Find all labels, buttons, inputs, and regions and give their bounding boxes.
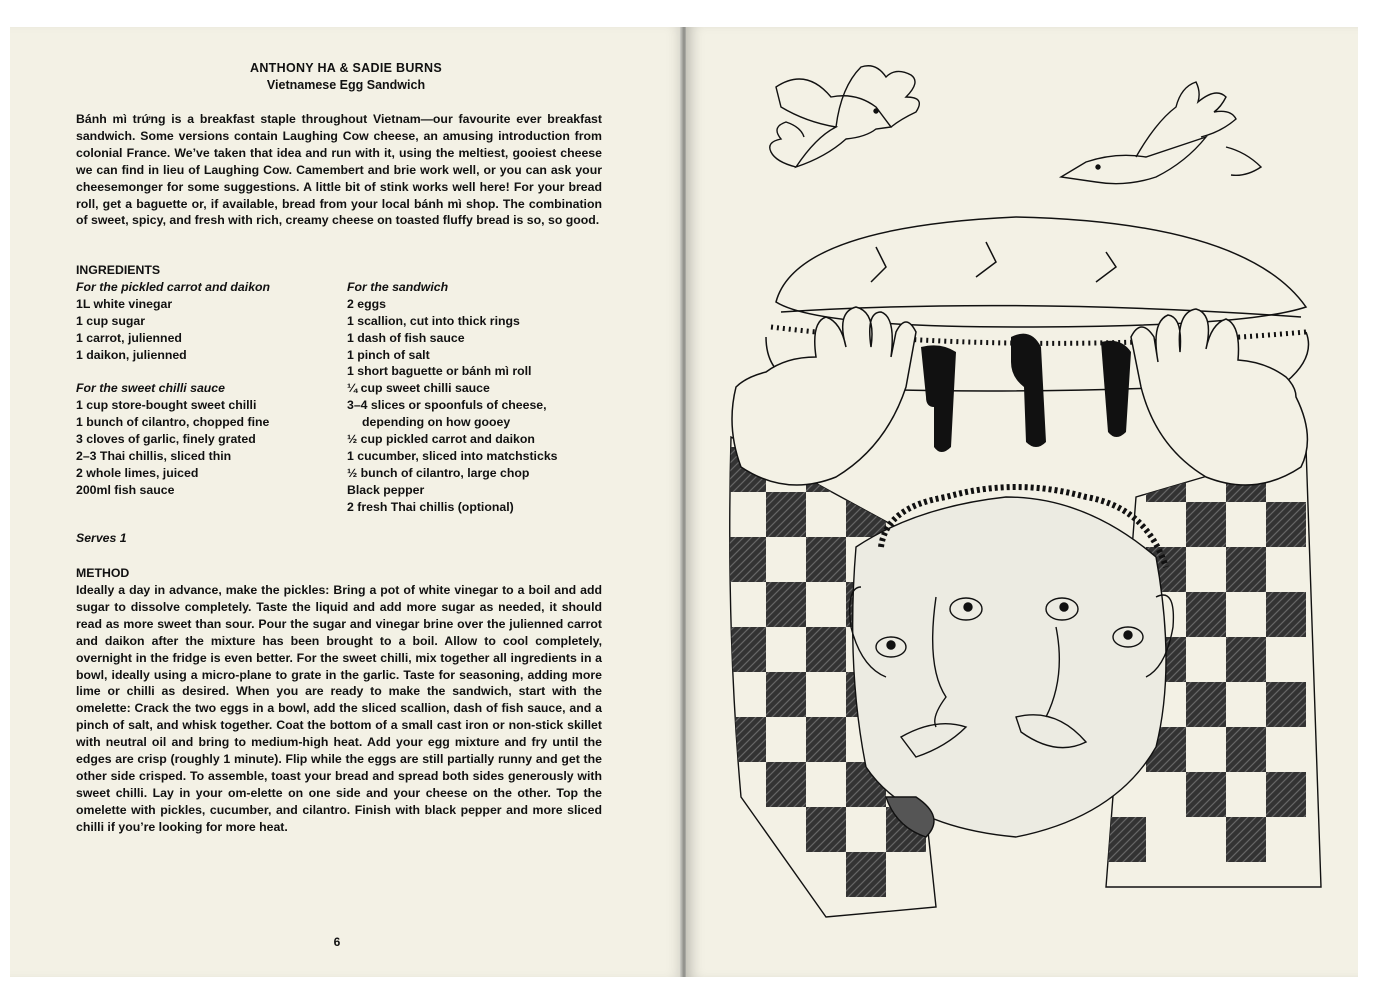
list-item: Black pepper bbox=[347, 482, 425, 497]
right-page bbox=[686, 27, 1358, 977]
list-item: ½ cup pickled carrot and daikon bbox=[347, 432, 535, 447]
method-paragraph: Ideally a day in advance, make the pickles: Bring a pot of white vinegar to a boil and add sugar to dissolve completely. Taste the liquid and add more sugar as needed, it should read as more sweet than sour. Pour the sugar and vinegar brine over the julienned carrot and daikon after the mixture has been brought to a boil. Allow to cool completely, overnight in the fridge is even better. For the sweet chilli, mix together all ingredients in a bowl, ideally using a micro-plane to grate in the garlic. Taste for seasoning, adding more lime or chilli as desired. When you are ready to make the sandwich, start with the omelette: Crack the two eggs in a bowl, add the sliced scallion, dash of fish sauce, and a pinch of salt, and whisk together. Coat the bottom of a small cast iron or non-stick skillet with neutral oil and bring to medium-high heat. Add your egg mixture and fry until the edges are crisp (roughly 1 minute). Flip while the eggs are still partially runny and get the other side crisped. To assemble, toast your bread and spread both sides generously with sweet chilli. Lay in your om-elette on one side and your cheese on the other. Top the omelette with pickles, cucumber, and cilantro. Finish with black pepper and more sliced chilli if you’re looking for more heat. bbox=[76, 583, 602, 834]
author-heading: ANTHONY HA & SADIE BURNS bbox=[250, 61, 442, 75]
list-item: 200ml fish sauce bbox=[76, 482, 175, 497]
serves-note: Serves 1 bbox=[76, 531, 127, 545]
sandwich-heading: For the sandwich bbox=[347, 280, 449, 294]
recipe-title: Vietnamese Egg Sandwich bbox=[266, 78, 426, 92]
intro-paragraph: Bánh mì trứng is a breakfast staple throughout Vietnam—our favourite ever breakfast sandwich. Some versions contain Laughing Cow cheese, an amusing introduction from colonial France. We’ve taken that idea and run with it, using the meltiest, gooiest cheese we can find in lieu of Laughing Cow. Camembert and brie work well, or you can ask your cheesemonger for some suggestions. A little bit of stink works well here! For your bread roll, get a baguette or, if available, bread from your local bánh mì shop. The combination of sweet, spicy, and fresh with rich, creamy cheese on toasted fluffy bread is so, so good. bbox=[76, 112, 602, 228]
chilli-heading: For the sweet chilli sauce bbox=[76, 381, 225, 396]
left-page bbox=[10, 27, 682, 977]
list-item: 1 scallion, cut into thick rings bbox=[347, 313, 520, 328]
cheese-drips-icon bbox=[921, 334, 1131, 452]
list-item: 1 dash of fish sauce bbox=[347, 330, 465, 345]
ingredients-heading: INGREDIENTS bbox=[76, 263, 161, 277]
face-icon bbox=[850, 487, 1174, 837]
list-item: 1 cucumber, sliced into matchsticks bbox=[347, 448, 558, 463]
list-item: 1 cup sugar bbox=[76, 313, 146, 328]
list-item: 2 eggs bbox=[347, 296, 386, 311]
bird-right-icon bbox=[1061, 82, 1261, 184]
list-item: 1 pinch of salt bbox=[347, 347, 430, 362]
list-item: ½ bunch of cilantro, large chop bbox=[347, 465, 530, 480]
ingredients-column-right bbox=[347, 279, 607, 515]
list-item: 3 cloves of garlic, finely grated bbox=[76, 432, 256, 447]
list-item: 1 cup store-bought sweet chilli bbox=[76, 398, 257, 413]
list-item: 1 short baguette or bánh mì roll bbox=[347, 364, 532, 379]
list-item: depending on how gooey bbox=[362, 415, 511, 430]
list-item: 2 whole limes, juiced bbox=[76, 465, 199, 480]
hand-left-icon bbox=[732, 307, 916, 485]
pickled-heading: For the pickled carrot and daikon bbox=[76, 280, 271, 294]
list-item: 1 bunch of cilantro, chopped fine bbox=[76, 415, 270, 430]
list-item: 1 carrot, julienned bbox=[76, 330, 182, 345]
list-item: 1 daikon, julienned bbox=[76, 347, 187, 362]
illustration-icon bbox=[686, 27, 1358, 977]
list-item: 3–4 slices or spoonfuls of cheese, bbox=[347, 398, 547, 413]
method-heading: METHOD bbox=[76, 566, 130, 580]
ingredients-column-left bbox=[76, 279, 336, 499]
list-item: 2–3 Thai chillis, sliced thin bbox=[76, 448, 232, 463]
page-number: 6 bbox=[333, 935, 341, 949]
bird-left-icon bbox=[770, 66, 920, 167]
list-item: 2 fresh Thai chillis (optional) bbox=[347, 499, 514, 514]
list-item: 1L white vinegar bbox=[76, 296, 173, 311]
spacer bbox=[76, 363, 336, 380]
list-item: ¼ cup sweet chilli sauce bbox=[347, 381, 490, 396]
